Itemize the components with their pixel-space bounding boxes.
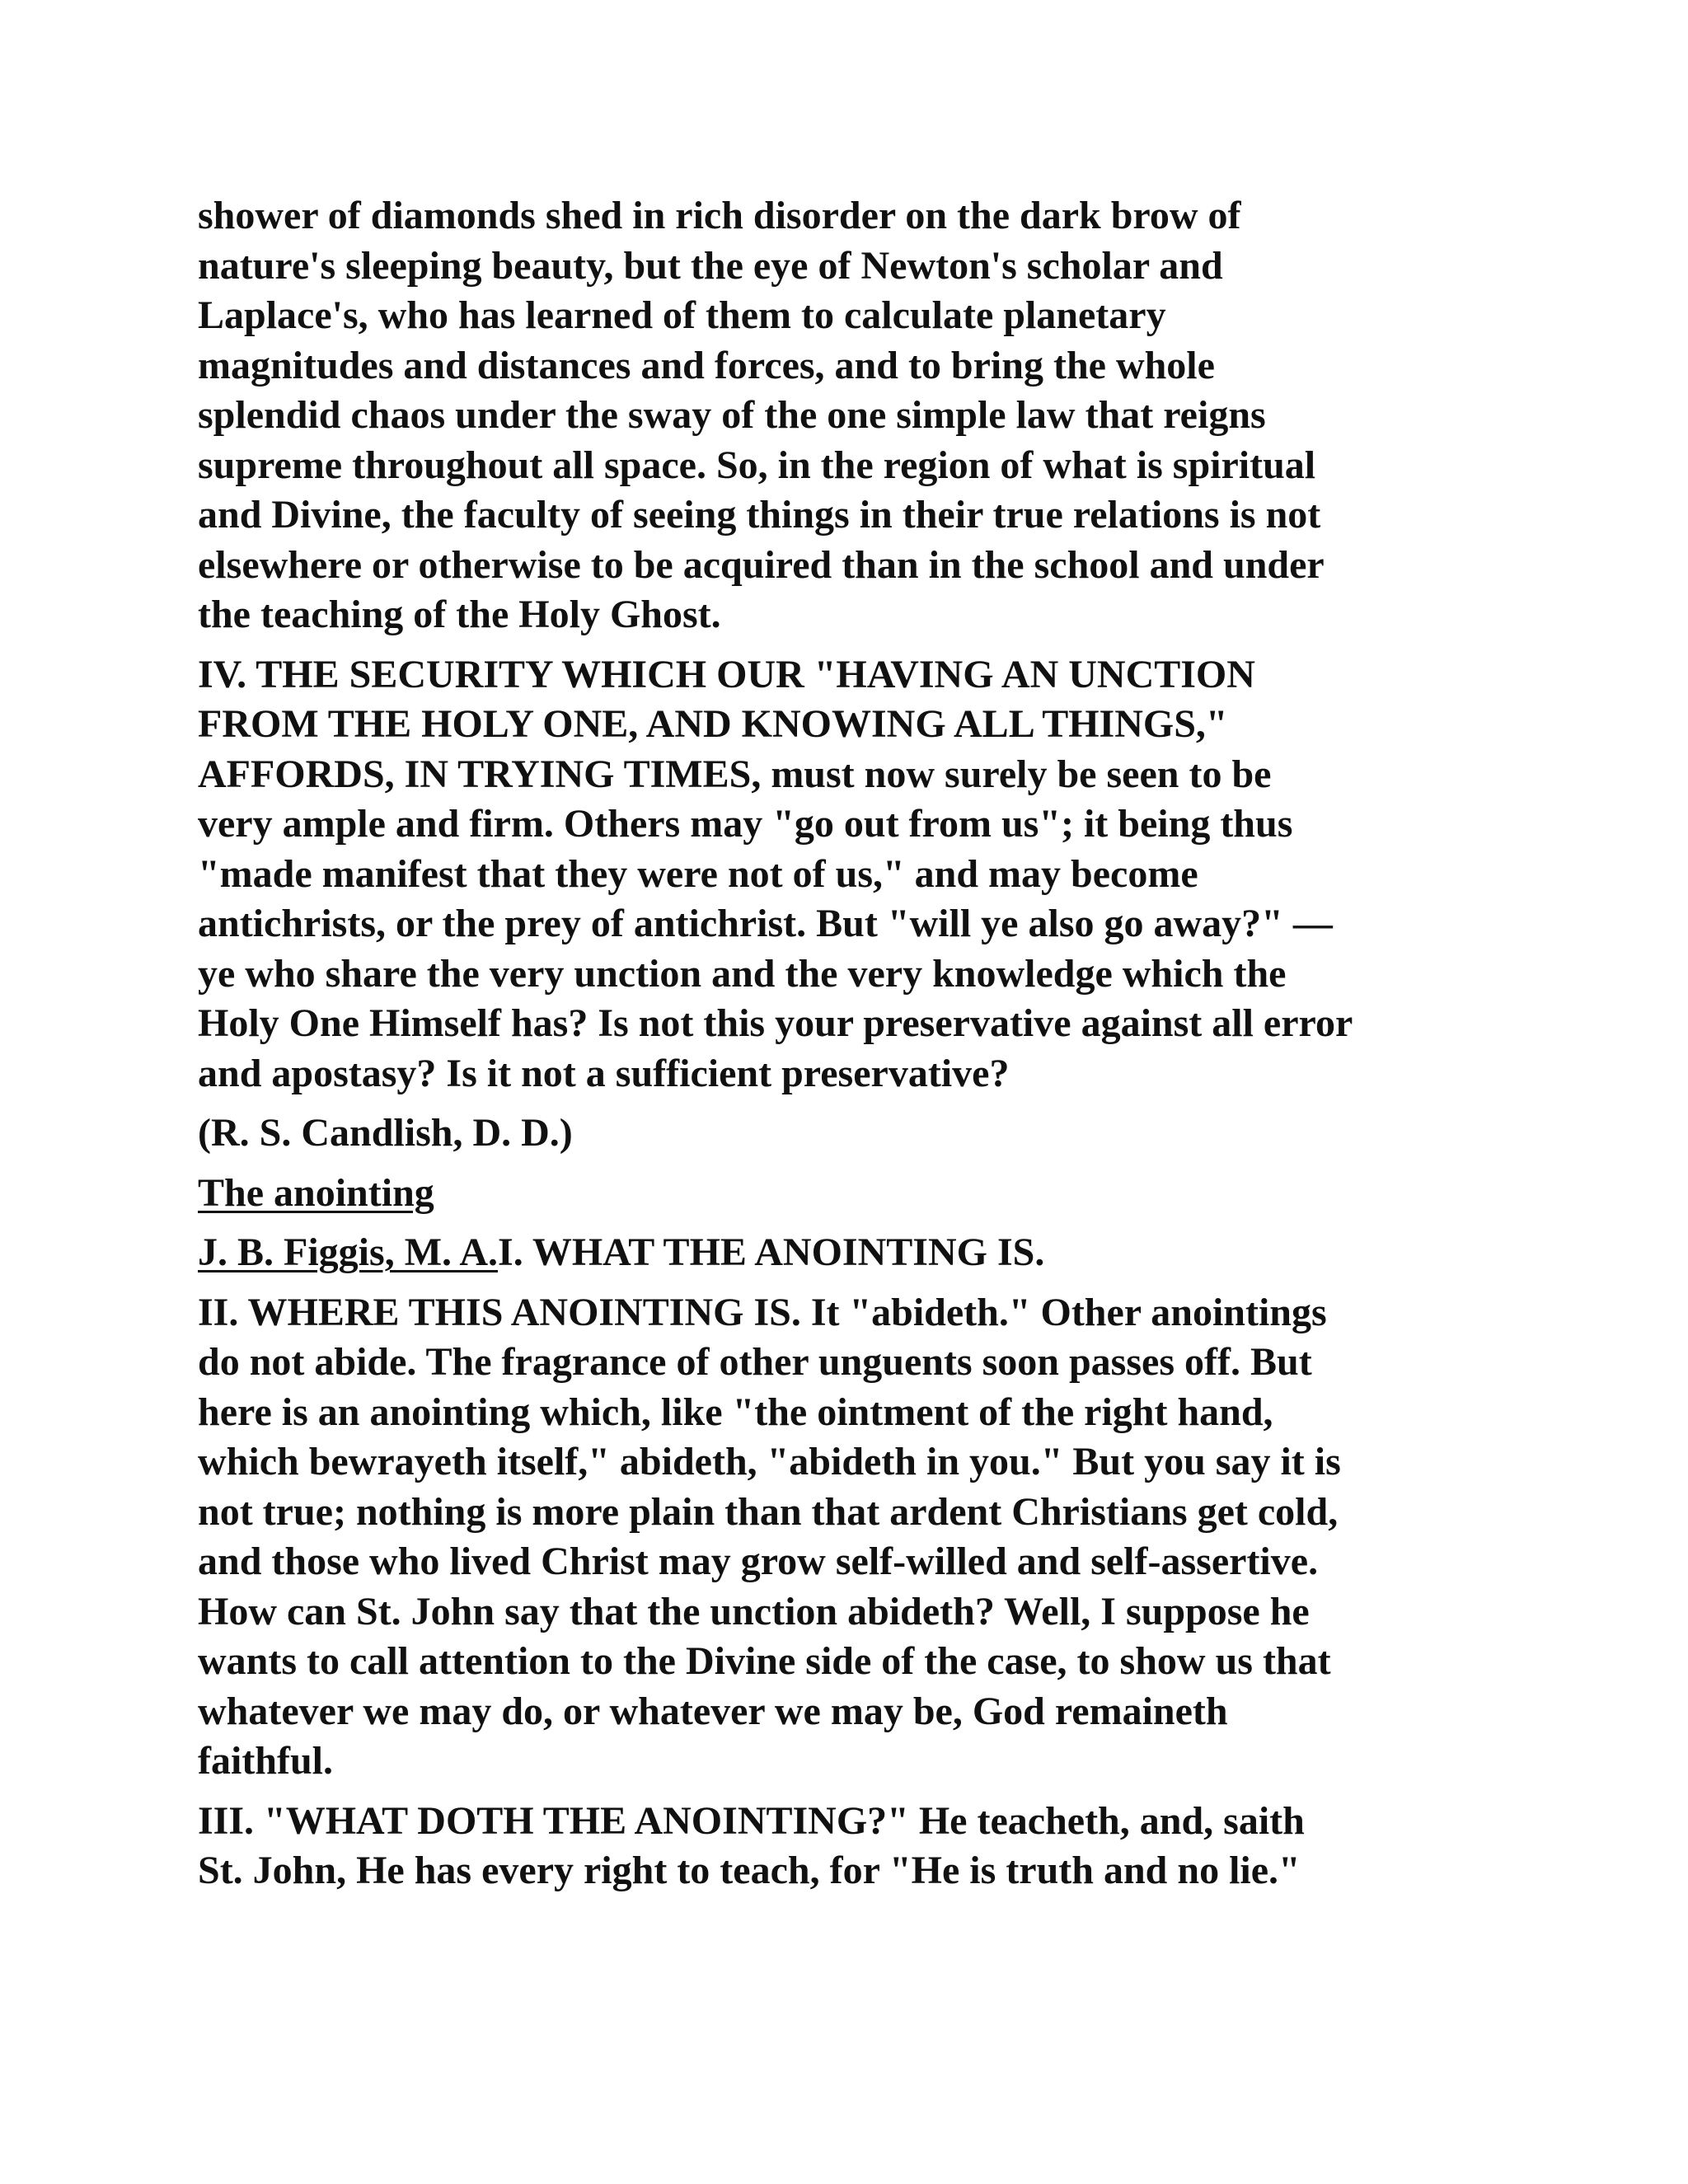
text-line: faithful. — [198, 1739, 334, 1783]
text-line: elsewhere or otherwise to be acquired than in the school and under — [198, 542, 1325, 587]
text-line: do not abide. The fragrance of other unguents soon passes off. But — [198, 1340, 1312, 1384]
section-heading — [198, 1169, 1517, 1219]
text-line: very ample and firm. Others may "go out from us"; it being thus — [198, 802, 1293, 846]
text-line: St. John, He has every right to teach, for "He is truth and no lie." — [198, 1849, 1301, 1892]
text-line: IV. THE SECURITY WHICH OUR "HAVING AN UNCTION — [198, 652, 1255, 696]
text-line: III. "WHAT DOTH THE ANOINTING?" He teacheth, and, saith — [198, 1798, 1305, 1843]
paragraph-security — [198, 650, 1517, 1099]
text-line: here is an anointing which, like "the ointment of the right hand, — [198, 1390, 1273, 1434]
text-line: wants to call attention to the Divine side of the case, to show us that — [198, 1639, 1331, 1683]
text-line: shower of diamonds shed in rich disorder on the dark brow of — [198, 194, 1241, 237]
text-line: nature's sleeping beauty, but the eye of Newton's scholar and — [198, 243, 1223, 288]
text-line: FROM THE HOLY ONE, AND KNOWING ALL THINGS," — [198, 702, 1228, 746]
text-line: supreme throughout all space. So, in the region of what is spiritual — [198, 443, 1316, 487]
paragraph-what-doth-anointing — [198, 1797, 1517, 1896]
text-line: "made manifest that they were not of us," and may become — [198, 851, 1198, 896]
document-page — [198, 191, 1517, 1906]
text-line: splendid chaos under the sway of the one simple law that reigns — [198, 393, 1266, 437]
text-line: ye who share the very unction and the very knowledge which the — [198, 951, 1287, 996]
author-line — [198, 1228, 1517, 1278]
text-line: the teaching of the Holy Ghost. — [198, 593, 721, 636]
text-line: not true; nothing is more plain than that ardent Christians get cold, — [198, 1489, 1339, 1534]
text-line: and Divine, the faculty of seeing things in their true relations is not — [198, 493, 1321, 537]
paragraph-where-anointing — [198, 1288, 1517, 1787]
paragraph-spiritual-sight — [198, 191, 1517, 640]
section-title-link[interactable]: The anointing — [198, 1170, 434, 1215]
text-line: AFFORDS, IN TRYING TIMES, must now surely be seen to be — [198, 752, 1272, 796]
author-link[interactable]: J. B. Figgis, M. A. — [198, 1230, 499, 1274]
text-line: antichrists, or the prey of antichrist. But "will ye also go away?" — — [198, 902, 1333, 945]
text-line: which bewrayeth itself," abideth, "abideth in you." But you say it is — [198, 1440, 1341, 1483]
attribution — [198, 1108, 1517, 1159]
text-line: II. WHERE THIS ANOINTING IS. It "abideth." Other anointings — [198, 1290, 1327, 1334]
heading-what-the-anointing-is: I. WHAT THE ANOINTING IS. — [498, 1230, 1045, 1274]
text-line: and those who lived Christ may grow self-willed and self-assertive. — [198, 1540, 1319, 1583]
text-line: Laplace's, who has learned of them to calculate planetary — [198, 293, 1166, 337]
text-line: How can St. John say that the unction abideth? Well, I suppose he — [198, 1589, 1310, 1633]
text-line: magnitudes and distances and forces, and to bring the whole — [198, 343, 1215, 387]
text-line: Holy One Himself has? Is not this your preservative against all error — [198, 1001, 1353, 1045]
text-line: and apostasy? Is it not a sufficient preservative? — [198, 1051, 1010, 1095]
text-line: whatever we may do, or whatever we may be, God remaineth — [198, 1689, 1228, 1733]
attribution-text: (R. S. Candlish, D. D.) — [198, 1111, 573, 1155]
